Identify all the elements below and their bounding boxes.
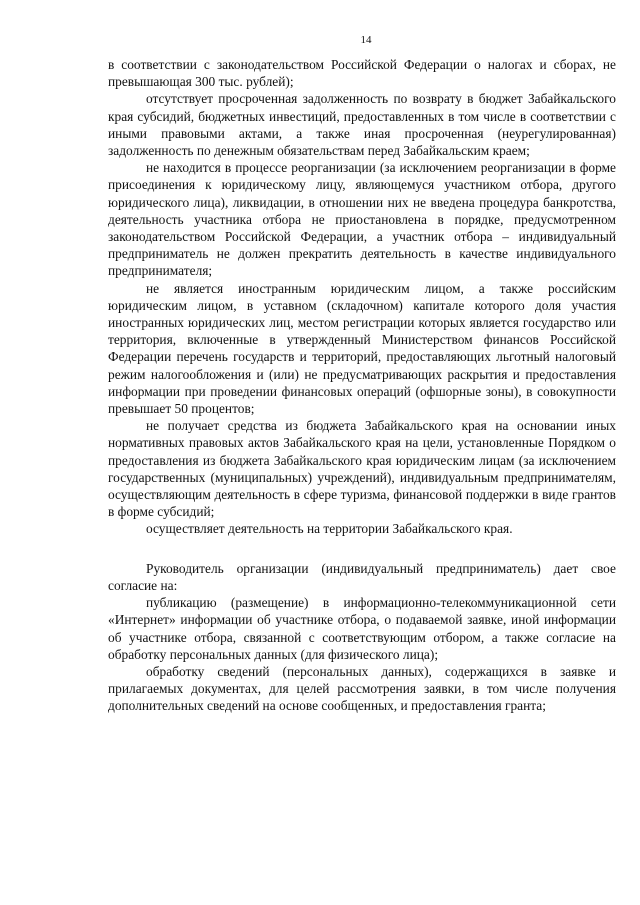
paragraph-not-foreign-entity: не является иностранным юридическим лицом, а также российским юридическим лицом, в уставном (складочном) капитале которого доля участия иностранных юридических лиц, местом регистрации которых является государство или территория, включенные в утвержденный Министерством финансов Российской Федерации перечень государств и территорий, предоставляющих льготный налоговый режим налогообложения и (или) не предусматривающих раскрытия и предоставления информации при проведении финансовых операций (офшорные зоны), в совокупности превышает 50 процентов; (108, 280, 616, 417)
page-number: 14 (360, 34, 372, 46)
paragraph-tax-debt: в соответствии с законодательством Российской Федерации о налогах и сборах, не превышающая 300 тыс. рублей); (108, 57, 616, 90)
paragraph-consent-intro: Руководитель организации (индивидуальный предприниматель) дает свое согласие на: (108, 560, 616, 593)
document-page (108, 34, 616, 715)
paragraph-consent-processing: обработку сведений (персональных данных), содержащихся в заявке и прилагаемых документах, для целей рассмотрения заявки, в том числе получения дополнительных сведений на основе сообщенных, и предоставления гранта; (108, 663, 616, 714)
paragraph-gap (108, 538, 616, 560)
paragraph-no-overdue-debt: отсутствует просроченная задолженность по возврату в бюджет Забайкальского края субсидий, бюджетных инвестиций, предоставленных в том числе в соответствии с иными правовыми актами, а также иная просроченная (неурегулированная) задолженность по денежным обязательствам перед Забайкальским краем; (108, 91, 616, 159)
paragraph-no-other-funding: не получает средства из бюджета Забайкальского края на основании иных нормативных правовых актов Забайкальского края на цели, установленные Порядком о предоставления из бюджета Забайкальского края юридическим лицам (за исключением государственных (муниципальных) учреждений), индивидуальным предпринимателям, осуществляющим деятельность в сфере туризма, финансовой поддержки в виде грантов в форме субсидий; (108, 418, 616, 520)
paragraph-territory: осуществляет деятельность на территории Забайкальского края. (146, 521, 513, 537)
paragraph-consent-publication: публикацию (размещение) в информационно-телекоммуникационной сети «Интернет» информации об участнике отбора, о подаваемой заявке, иной информации об участнике отбора, связанной с соответствующим отбором, а также согласие на обработку персональных данных (для физического лица); (108, 595, 616, 662)
paragraph-no-reorganization: не находится в процессе реорганизации (за исключением реорганизации в форме присоединения к юридическому лицу, являющемуся участником отбора, другого юридического лица), ликвидации, в отношении них не введена процедура банкротства, деятельность участника отбора не приостановлена в порядке, предусмотренном законодательством Российской Федерации, а участник отбора – индивидуальный предприниматель не должен прекратить деятельность в качестве индивидуального предпринимателя; (108, 160, 616, 279)
